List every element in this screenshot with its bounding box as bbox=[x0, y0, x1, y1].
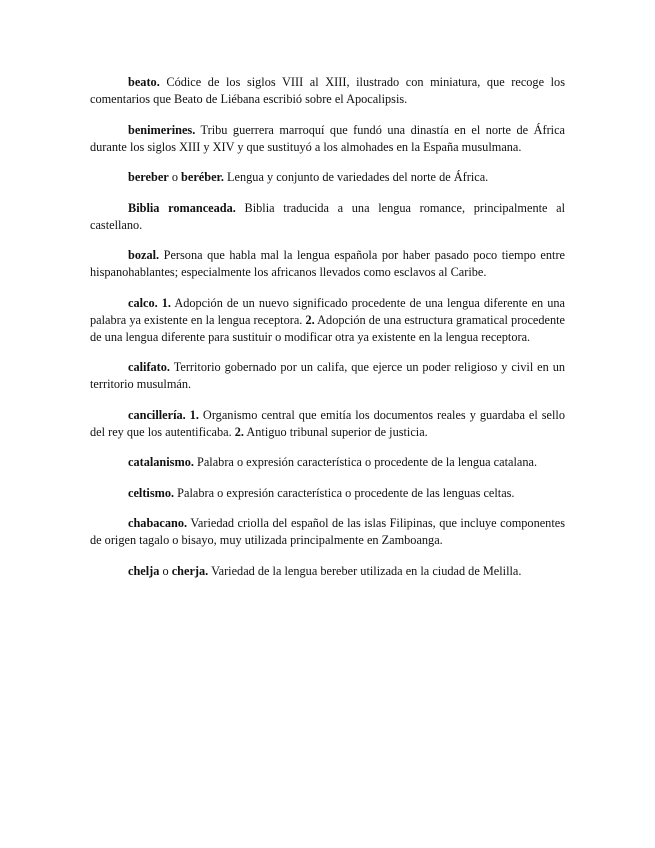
glossary-entry bbox=[90, 74, 565, 108]
sense-number: 1. bbox=[185, 407, 199, 422]
glossary-entry bbox=[90, 359, 565, 393]
glossary-entry bbox=[90, 295, 565, 346]
entry-term: celtismo. bbox=[128, 485, 175, 500]
entry-definition: Palabra o expresión característica o procedente de las lenguas celtas. bbox=[174, 485, 515, 500]
entry-term: beato. bbox=[128, 75, 160, 89]
sense-number: 1. bbox=[157, 295, 171, 310]
entry-definition: Lengua y conjunto de variedades del norte de África. bbox=[223, 170, 489, 184]
entry-definition: Organismo central que emitía los documentos reales y guardaba el sello del rey que los autentificaba. bbox=[90, 407, 565, 439]
glossary-entry bbox=[90, 169, 565, 186]
entry-term: catalanismo. bbox=[128, 455, 194, 469]
glossary-list bbox=[90, 74, 565, 593]
entry-term: bereber bbox=[128, 170, 169, 184]
sense-number: 2. bbox=[302, 312, 315, 327]
entry-connector: o bbox=[159, 563, 172, 578]
entry-definition: Tribu guerrera marroquí que fundó una dinastía en el norte de África durante los siglos XIII y XIV y que sustituyó a los almohades en la España musulmana. bbox=[90, 122, 565, 154]
entry-term: califato. bbox=[128, 360, 171, 374]
entry-term: chabacano. bbox=[128, 516, 188, 530]
entry-definition: Palabra o expresión característica o procedente de la lengua catalana. bbox=[193, 455, 538, 469]
glossary-entry bbox=[90, 563, 565, 580]
entry-term: Biblia romanceada. bbox=[128, 200, 236, 215]
entry-definition: Persona que habla mal la lengua española por haber pasado poco tiempo entre hispanohablantes; especialmente los africanos llevados como esclavos al Caribe. bbox=[90, 248, 565, 279]
entry-term-variant: cherja. bbox=[171, 563, 209, 578]
entry-definition: Códice de los siglos VIII al XIII, ilustrado con miniatura, que recoge los comentarios que Beato de Liébana escribió sobre el Apocalipsis. bbox=[90, 75, 565, 106]
entry-term: benimerines. bbox=[128, 122, 196, 137]
glossary-entry bbox=[90, 247, 565, 281]
entry-term: bozal. bbox=[128, 248, 160, 262]
glossary-entry bbox=[90, 485, 565, 502]
entry-term: cancillería. bbox=[128, 407, 186, 422]
entry-term: calco. bbox=[128, 295, 158, 310]
entry-definition: Variedad criolla del español de las islas Filipinas, que incluye componentes de origen tagalo o bisayo, muy utilizada principalmente en Zamboanga. bbox=[90, 516, 565, 547]
sense-number: 2. bbox=[231, 424, 244, 439]
glossary-entry bbox=[90, 515, 565, 549]
glossary-entry bbox=[90, 122, 565, 156]
entry-term-variant: beréber. bbox=[181, 170, 224, 184]
glossary-entry bbox=[90, 200, 565, 234]
entry-definition: Adopción de una estructura gramatical procedente de una lengua diferente para sustituir o modificar otra ya existente en la lengua receptora. bbox=[90, 312, 565, 344]
entry-definition: Biblia traducida a una lengua romance, principalmente al castellano. bbox=[90, 200, 566, 232]
entry-term: chelja bbox=[128, 563, 160, 578]
entry-definition: Adopción de un nuevo significado procedente de una lengua diferente en una palabra ya existente en la lengua receptora. bbox=[90, 295, 566, 327]
entry-definition: Antiguo tribunal superior de justicia. bbox=[244, 424, 428, 439]
entry-definition: Territorio gobernado por un califa, que ejerce un poder religioso y civil en un territorio musulmán. bbox=[90, 360, 565, 391]
glossary-entry bbox=[90, 454, 565, 471]
entry-connector: o bbox=[168, 170, 182, 184]
glossary-entry bbox=[90, 407, 565, 441]
entry-definition: Variedad de la lengua bereber utilizada en la ciudad de Melilla. bbox=[208, 563, 522, 578]
